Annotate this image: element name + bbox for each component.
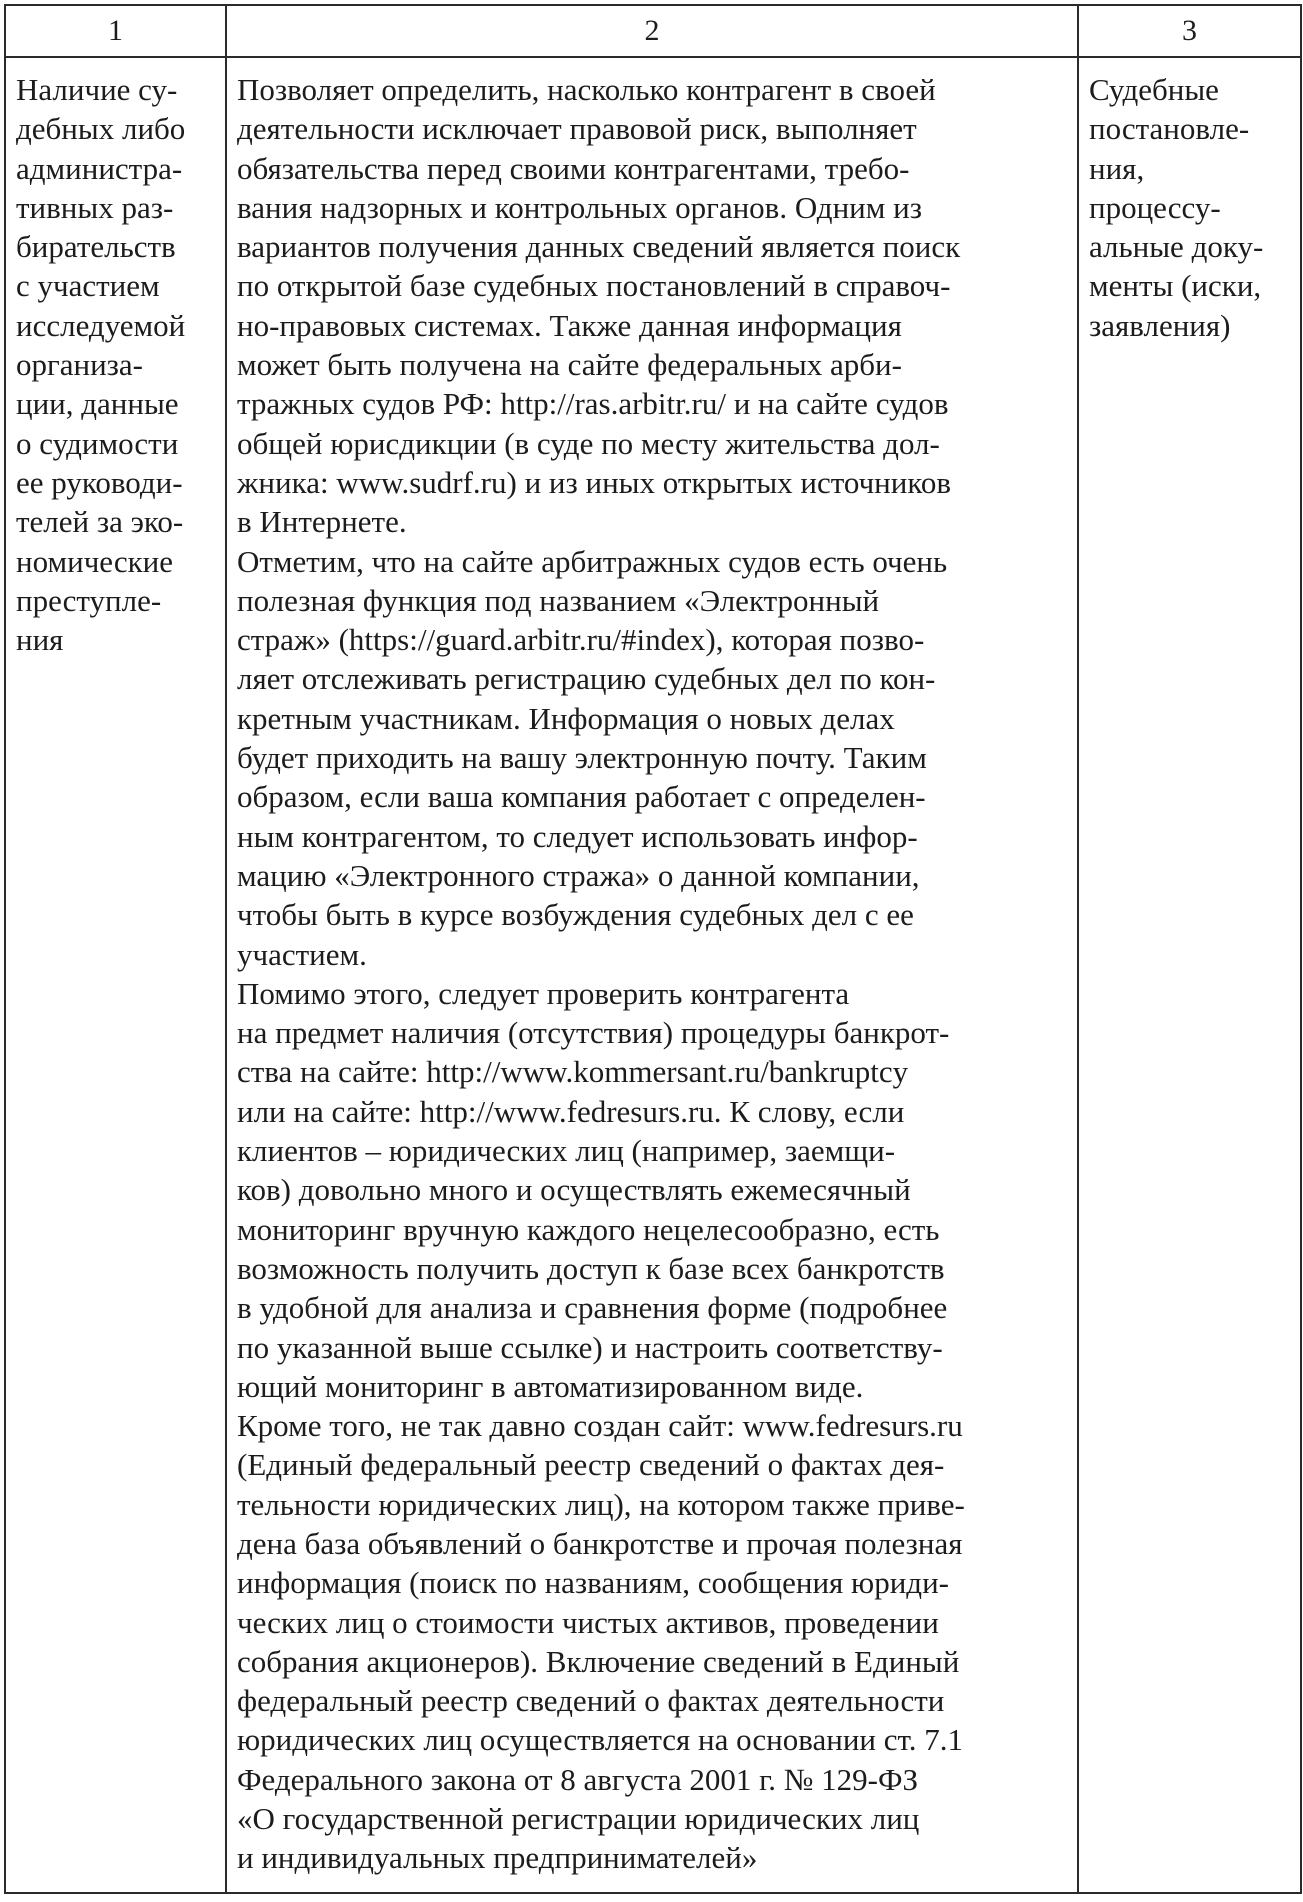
description-line: вариантов получения данных сведений является поиск bbox=[237, 229, 961, 265]
description-cell bbox=[226, 57, 1078, 1893]
description-line: участием. bbox=[237, 936, 367, 972]
criterion-line: номические bbox=[16, 543, 173, 579]
description-line: или на сайте: http://www.fedresurs.ru. К слову, если bbox=[237, 1093, 905, 1129]
description-line: в удобной для анализа и сравнения форме (подробнее bbox=[237, 1290, 948, 1326]
criterion-line: с участием bbox=[16, 268, 160, 304]
description-line: полезная функция под названием «Электронный bbox=[237, 582, 880, 618]
description-line: чтобы быть в курсе возбуждения судебных дел с ее bbox=[237, 897, 914, 933]
description-line: (Единый федеральный реестр сведений о фактах дея- bbox=[237, 1447, 945, 1483]
description-line: ческих лиц о стоимости чистых активов, проведении bbox=[237, 1604, 939, 1640]
table-header-row bbox=[5, 5, 1301, 57]
description-line: собрания акционеров). Включение сведений в Единый bbox=[237, 1643, 960, 1679]
criterion-line: исследуемой bbox=[16, 307, 186, 343]
criterion-line: ции, данные bbox=[16, 386, 179, 422]
description-line: ков) довольно много и осуществлять ежемесячный bbox=[237, 1172, 911, 1208]
criterion-line: бирательств bbox=[16, 229, 176, 265]
description-line: общей юрисдикции (в суде по месту жительства дол- bbox=[237, 425, 940, 461]
description-line: ляет отслеживать регистрацию судебных дел по кон- bbox=[237, 661, 936, 697]
source-line: Судебные bbox=[1089, 72, 1219, 107]
description-line: по указанной выше ссылке) и настроить соответству- bbox=[237, 1329, 943, 1365]
description-line: Федерального закона от 8 августа 2001 г. № 129-ФЗ bbox=[237, 1761, 918, 1797]
description-line: Отметим, что на сайте арбитражных судов есть очень bbox=[237, 543, 948, 579]
description-line: на предмет наличия (отсутствия) процедуры банкрот- bbox=[237, 1015, 950, 1051]
source-line: альные доку- bbox=[1089, 229, 1264, 265]
criterion-text bbox=[16, 70, 215, 659]
description-line: жника: www.sudrf.ru) и из иных открытых источников bbox=[237, 464, 951, 500]
criterion-line: телей за эко- bbox=[16, 504, 184, 540]
source-line: ния, bbox=[1089, 150, 1145, 186]
criterion-line: тивных раз- bbox=[16, 189, 174, 225]
source-line: постановле- bbox=[1089, 111, 1250, 147]
source-line: менты (иски, bbox=[1089, 268, 1262, 304]
description-line: «О государственной регистрации юридических лиц bbox=[237, 1801, 920, 1837]
description-line: ства на сайте: http://www.kommersant.ru/bankruptcy bbox=[237, 1054, 909, 1090]
criterion-line: преступле- bbox=[16, 582, 162, 618]
description-line: деятельности исключает правовой риск, выполняет bbox=[237, 111, 917, 147]
description-line: и индивидуальных предпринимателей» bbox=[237, 1840, 758, 1876]
source-text bbox=[1089, 70, 1290, 345]
description-line: ющий мониторинг в автоматизированном виде. bbox=[237, 1368, 864, 1404]
description-line: мониторинг вручную каждого нецелесообразно, есть bbox=[237, 1211, 940, 1247]
source-cell bbox=[1078, 57, 1301, 1893]
description-line: вания надзорных и контрольных органов. Одним из bbox=[237, 189, 922, 225]
description-line: Позволяет определить, насколько контрагент в своей bbox=[237, 72, 936, 107]
description-line: Кроме того, не так давно создан сайт: www.fedresurs.ru bbox=[237, 1408, 963, 1444]
description-line: по открытой базе судебных постановлений в справоч- bbox=[237, 268, 951, 304]
description-line: возможность получить доступ к базе всех банкротств bbox=[237, 1250, 945, 1286]
column-number-1: 1 bbox=[5, 5, 226, 57]
description-line: информация (поиск по названиям, сообщения юриди- bbox=[237, 1565, 949, 1601]
column-number-3: 3 bbox=[1078, 5, 1301, 57]
criterion-line: Наличие су- bbox=[16, 72, 178, 107]
source-line: процессу- bbox=[1089, 189, 1221, 225]
criterion-cell bbox=[5, 57, 226, 1893]
description-line: но-правовых системах. Также данная информация bbox=[237, 307, 902, 343]
document-table bbox=[4, 4, 1302, 1894]
description-line: обязательства перед своими контрагентами, требо- bbox=[237, 150, 910, 186]
description-line: будет приходить на вашу электронную почту. Таким bbox=[237, 740, 927, 776]
description-line: тражных судов РФ: http://ras.arbitr.ru/ и на сайте судов bbox=[237, 386, 949, 422]
description-line: клиентов – юридических лиц (например, заемщи- bbox=[237, 1133, 896, 1169]
description-line: в Интернете. bbox=[237, 504, 407, 540]
column-number-2: 2 bbox=[226, 5, 1078, 57]
criterion-line: ее руководи- bbox=[16, 464, 183, 500]
table-row bbox=[5, 57, 1301, 1893]
criterion-line: администра- bbox=[16, 150, 183, 186]
description-line: дена база объявлений о банкротстве и прочая полезная bbox=[237, 1525, 963, 1561]
description-line: страж» (https://guard.arbitr.ru/#index), которая позво- bbox=[237, 622, 925, 658]
criterion-line: дебных либо bbox=[16, 111, 186, 147]
description-line: кретным участникам. Информация о новых делах bbox=[237, 700, 895, 736]
description-line: образом, если ваша компания работает с определен- bbox=[237, 779, 926, 815]
criterion-line: о судимости bbox=[16, 425, 179, 461]
description-text bbox=[237, 70, 1067, 1878]
criterion-line: ния bbox=[16, 622, 64, 658]
description-line: ным контрагентом, то следует использовать инфор- bbox=[237, 818, 918, 854]
description-line: юридических лиц осуществляется на основании ст. 7.1 bbox=[237, 1722, 963, 1758]
description-line: Помимо этого, следует проверить контрагента bbox=[237, 975, 850, 1011]
description-line: федеральный реестр сведений о фактах деятельности bbox=[237, 1683, 945, 1719]
criterion-line: организа- bbox=[16, 347, 143, 383]
description-line: может быть получена на сайте федеральных арби- bbox=[237, 347, 902, 383]
description-line: мацию «Электронного стража» о данной компании, bbox=[237, 857, 920, 893]
description-line: тельности юридических лиц), на котором также приве- bbox=[237, 1486, 965, 1522]
source-line: заявления) bbox=[1089, 307, 1231, 343]
